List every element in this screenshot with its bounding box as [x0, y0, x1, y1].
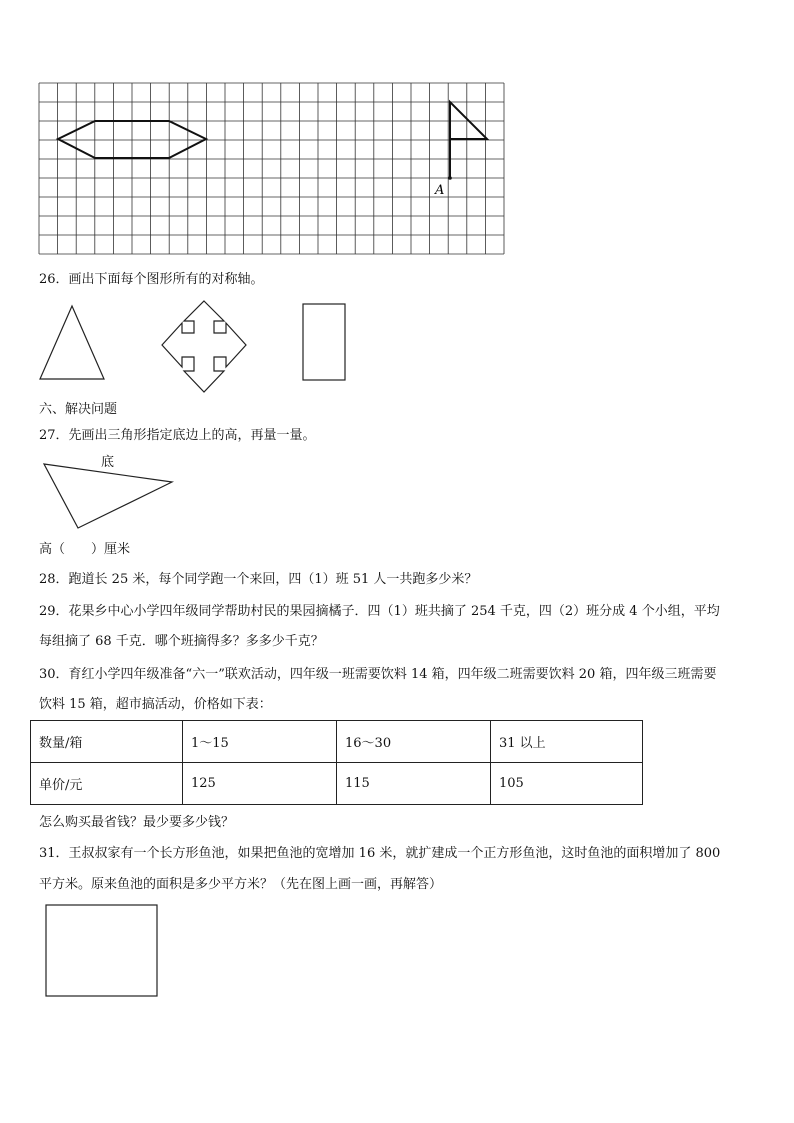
base-label: 底	[101, 455, 115, 470]
section-title: 六、解决问题	[39, 402, 118, 417]
q26-triangle[interactable]	[38, 303, 108, 383]
flag-shape	[450, 102, 487, 178]
table-cell: 115	[337, 763, 491, 805]
q30-line1: 30．育红小学四年级准备“六一”联欢活动，四年级一班需要饮料 14 箱，四年级二班需要饮料 20 箱，四年级三班需要	[39, 667, 717, 682]
q30-line2: 饮料 15 箱，超市搞活动，价格如下表：	[39, 697, 272, 712]
table-cell: 125	[183, 763, 337, 805]
table-row	[31, 763, 643, 805]
table-cell: 16～30	[337, 721, 491, 763]
table-cell: 105	[491, 763, 643, 805]
q31-pond-rectangle[interactable]	[45, 904, 159, 998]
table-cell: 数量/箱	[31, 721, 183, 763]
point-a-dot	[448, 176, 452, 180]
q31-line2: 平方米。原来鱼池的面积是多少平方米？（先在图上画一画，再解答）	[39, 877, 443, 892]
q26-arrow-cross[interactable]	[160, 299, 250, 395]
q27-answer: 高（ ）厘米	[39, 542, 131, 557]
table-cell: 单价/元	[31, 763, 183, 805]
price-table	[30, 720, 643, 805]
point-a-label: A	[435, 183, 445, 198]
q29-line1: 29．花果乡中心小学四年级同学帮助村民的果园摘橘子．四（1）班共摘了 254 千克，四（2）班分成 4 个小组，平均	[39, 604, 720, 619]
q31-line1: 31．王叔叔家有一个长方形鱼池，如果把鱼池的宽增加 16 米，就扩建成一个正方形鱼池，这时鱼池的面积增加了 800	[39, 846, 721, 861]
table-row	[31, 721, 643, 763]
q26-text: 26．画出下面每个图形所有的对称轴。	[39, 272, 264, 287]
q28-text: 28．跑道长 25 米，每个同学跑一个来回，四（1）班 51 人一共跑多少米？	[39, 572, 478, 587]
grid-figure[interactable]	[38, 82, 508, 257]
table-cell: 1～15	[183, 721, 337, 763]
q30-question: 怎么购买最省钱？最少要多少钱？	[39, 815, 235, 830]
q26-rectangle[interactable]	[302, 303, 348, 383]
q29-line2: 每组摘了 68 千克．哪个班摘得多？多多少千克？	[39, 634, 324, 649]
q27-text: 27．先画出三角形指定底边上的高，再量一量。	[39, 428, 316, 443]
grid-lines	[39, 83, 504, 254]
table-cell: 31 以上	[491, 721, 643, 763]
